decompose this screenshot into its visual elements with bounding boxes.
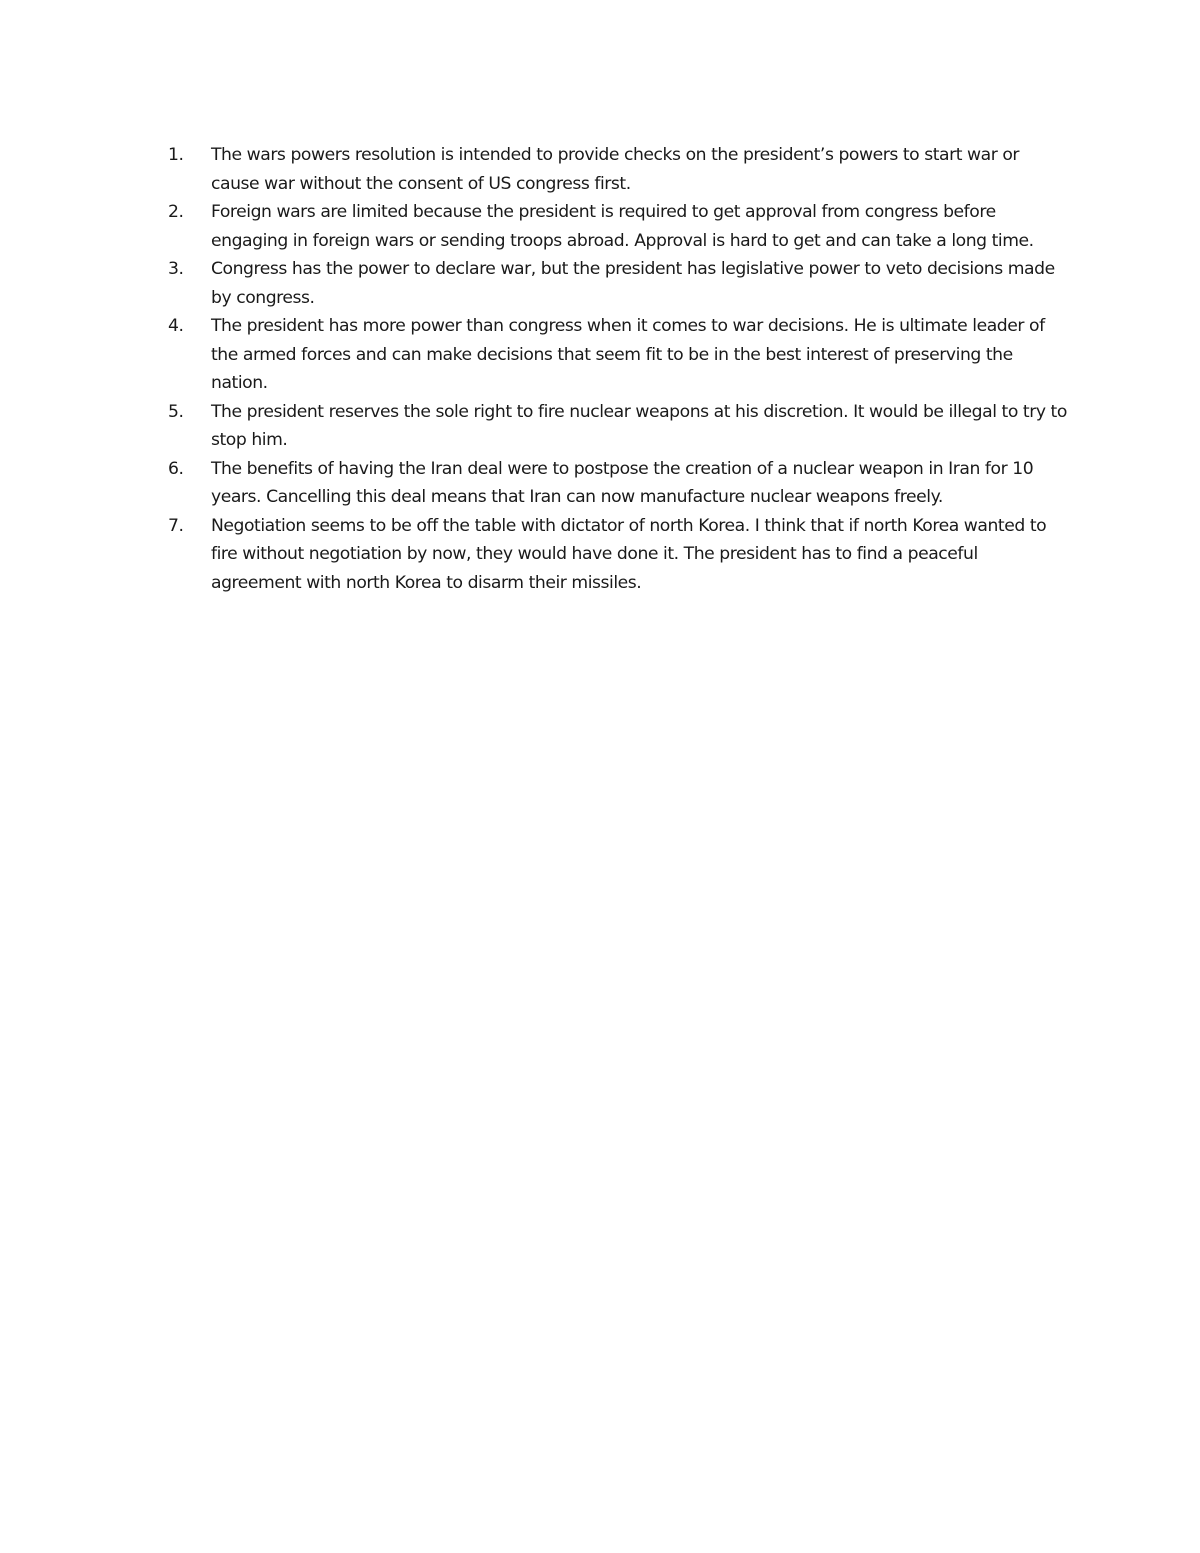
item-text: Foreign wars are limited because the president is required to get approval from congress before engaging in foreign wars or sending troops abroad. Approval is hard to get and can take a long time. [211, 202, 1034, 251]
item-text: Negotiation seems to be off the table with dictator of north Korea. I think that if north Korea wanted to fire without negotiation by now, they would have done it. The president has to find a peaceful agreement with north Korea to disarm their missiles. [211, 515, 1047, 593]
list-item [168, 512, 1068, 598]
item-text: The benefits of having the Iran deal were to postpose the creation of a nuclear weapon in Iran for 10 years. Cancelling this deal means that Iran can now manufacture nuclear weapons freely. [211, 458, 1034, 507]
item-text: The president has more power than congress when it comes to war decisions. He is ultimate leader of the armed forces and can make decisions that seem fit to be in the best interest of preserving the nation. [211, 316, 1045, 393]
list-item [168, 455, 1068, 512]
numbered-answer-list [168, 141, 1068, 597]
item-number: 5. [168, 401, 184, 422]
item-number: 7. [168, 515, 184, 536]
item-number: 3. [168, 259, 184, 279]
list-item [168, 398, 1068, 455]
list-item [168, 141, 1068, 198]
item-number: 6. [168, 458, 184, 479]
item-text: The president reserves the sole right to fire nuclear weapons at his discretion. It would be illegal to try to stop him. [211, 401, 1067, 450]
list-item [168, 312, 1068, 398]
item-number: 4. [168, 316, 184, 336]
list-item [168, 255, 1068, 312]
item-text: Congress has the power to declare war, but the president has legislative power to veto decisions made by congress. [211, 259, 1055, 308]
list-item [168, 198, 1068, 255]
item-number: 2. [168, 202, 184, 222]
item-number: 1. [168, 145, 184, 165]
item-text: The wars powers resolution is intended to provide checks on the president’s powers to start war or cause war without the consent of US congress first. [211, 145, 1020, 194]
